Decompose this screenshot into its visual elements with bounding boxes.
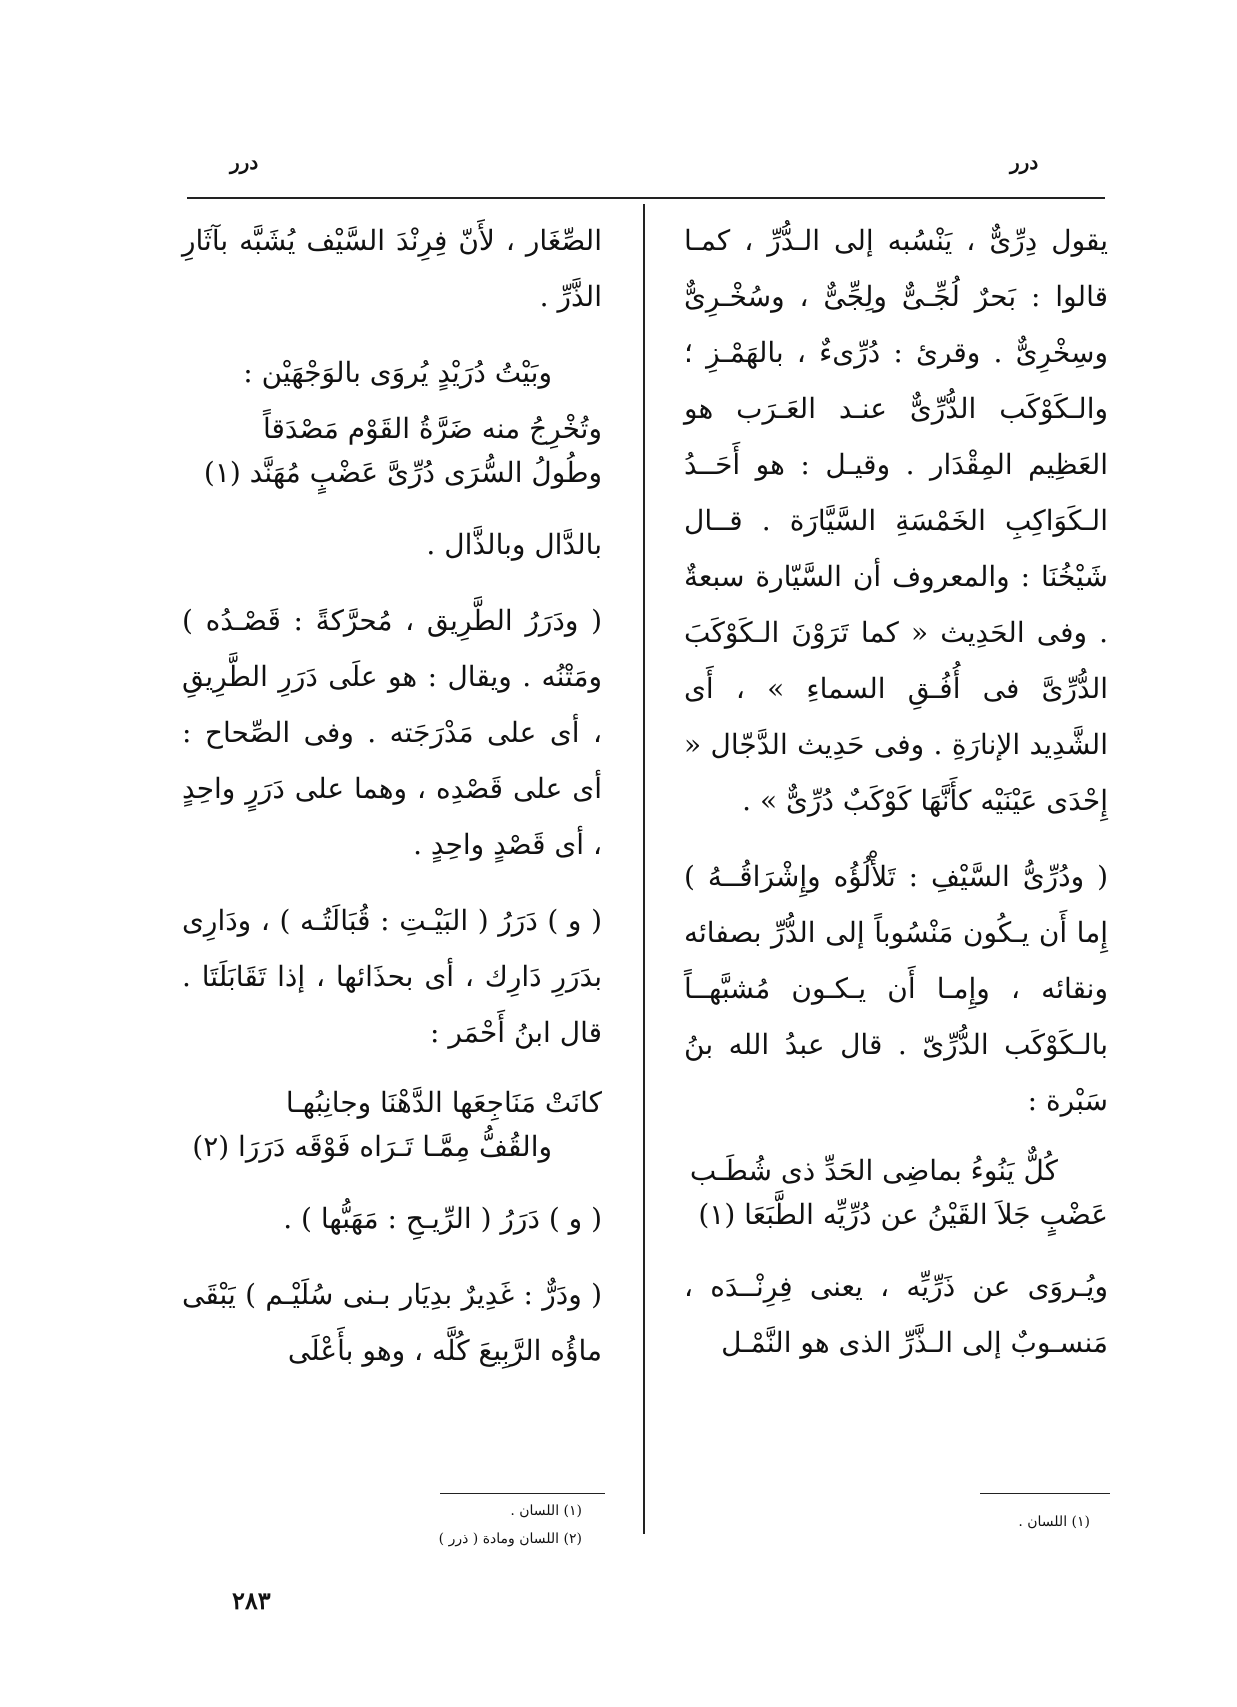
paragraph: الصِّغَار ، لأَنّ فِرِنْدَ السَّيْف يُشَبَّه بآثَارِ الذَّرِّ . [182,224,602,313]
poem-verse [182,407,602,495]
footnote: (١) اللسان . [510,1503,582,1519]
poem-verse [684,1149,1108,1237]
verse-line: والقُفُّ مِمَّـا تَـرَاه فَوْقَه دَرَرَا (٢) [192,1130,552,1163]
verse-line: كُلٌّ يَنُوءُ بماضِى الحَدِّ ذى شُطَـب [689,1154,1058,1187]
verse-line: وتُخْرِجُ منه ضَرَّةُ القَوْم مَصْدَقاً [262,412,602,445]
paragraph: ( ودَرٌّ : غَدِيرٌ بدِيَار بـنى سُلَيْـم ) يَبْقَى ماؤُه الرَّبِيعَ كُلَّه ، وهو بأَعْلَى [182,1278,602,1367]
footnotes-left [380,1497,582,1553]
paragraph: ويُـروَى عن ذَرِّيِّه ، يعنى فِرِنْــدَه ، مَنسـوبٌ إلى الـذَّرِّ الذى هو النَّمْـل [684,1270,1108,1359]
paragraph: ( ودُرِّىُّ السَّيْفِ : تَلأْلُؤُه وإِشْرَاقُــهُ ) إِما أَن يـكُون مَنْسُوباً إلى الدُّرِّ بصفائه ونقائه ، وإِمـا أَن يـكـون مُشبَّهــاً بالـكَوْكَب الدُّرِّىّ . قال عبدُ الله بنُ سَبْرة : [684,860,1108,1117]
running-head-left: درر [230,150,259,174]
footnote: (٢) اللسان ومادة ( ذرر ) [438,1531,582,1547]
paragraph: وبَيْتُ دُرَيْدٍ يُروَى بالوَجْهَيْن : [243,356,552,389]
header-rule [187,197,1105,199]
paragraph: ( و ) دَرَرُ ( الرِّيـحِ : مَهَبُّها ) . [283,1202,602,1235]
paragraph: يقول دِرِّىٌّ ، يَنْسُبه إلى الـدُّرِّ ، كمـا قالوا : بَحرٌ لُجِّـىٌّ ولِجِّىٌّ ، وسُخْـرِىٌّ وسِخْرِىٌّ . وقرئ : دُرِّىءٌ ، بالهَمْـزِ ؛ والـكَوْكَب الدُّرِّىٌّ عنـد العَـرَب هو العَظِيم المِقْدَار . وقيـل : هو أَحَــدُ الـكَوَاكِبِ الخَمْسَةِ السَّيَّارَة . قــال شَيْخُنَا : والمعروف أن السَّيّارة سبعةٌ . وفى الحَدِيث « كما تَرَوْنَ الـكَوْكَبَ الدُّرِّىَّ فى أُفُـقِ السماءِ » ، أَى الشَّدِيد الإنارَةِ . وفى حَدِيث الدَّجّال « إِحْدَى عَيْنَيْه كأَنَّهَا كَوْكَبٌ دُرِّىٌّ » . [684,224,1108,817]
verse-line: كانَتْ مَنَاجِعَها الدَّهْنَا وجانِبُهـا [285,1086,602,1119]
footnotes-right [900,1508,1090,1536]
paragraph: ( و ) دَرَرُ ( البَيْـتِ : قُبَالَتُـه ) ، ودَارِى بدَرَرِ دَارِك ، أى بحذَائها ، إذا تَقَابَلَتَا . قال ابنُ أَحْمَر : [182,904,602,1049]
paragraph: بالدَّال وبالذَّال . [426,528,602,561]
left-column [182,213,602,1399]
right-column [684,213,1108,1391]
column-divider [643,204,645,1534]
footnote-rule [980,1493,1110,1494]
footnote-rule [440,1493,605,1494]
verse-line: وطُولُ السُّرَى دُرِّىَّ عَضْبٍ مُهَنَّد (١) [203,456,602,489]
paragraph: ( ودَرَرُ الطَّرِيق ، مُحرَّكةً : قَصْـدُه ) ومَتْنُه . ويقال : هو علَى دَرَرِ الطَّرِيقِ ، أى على مَدْرَجَته . وفى الصِّحاح : أى على قَصْدِه ، وهما على دَرَرٍ واحِدٍ ، أى قَصْدٍ واحِدٍ . [182,604,602,861]
verse-line: عَضْبٍ جَلاَ القَيْنُ عن دُرِّيِّه الطَّبَعَا (١) [698,1198,1108,1231]
running-head-right: درر [1010,150,1039,174]
poem-verse [182,1081,602,1169]
footnote: (١) اللسان . [1018,1514,1090,1530]
page-number: ٢٨٣ [232,1586,271,1615]
